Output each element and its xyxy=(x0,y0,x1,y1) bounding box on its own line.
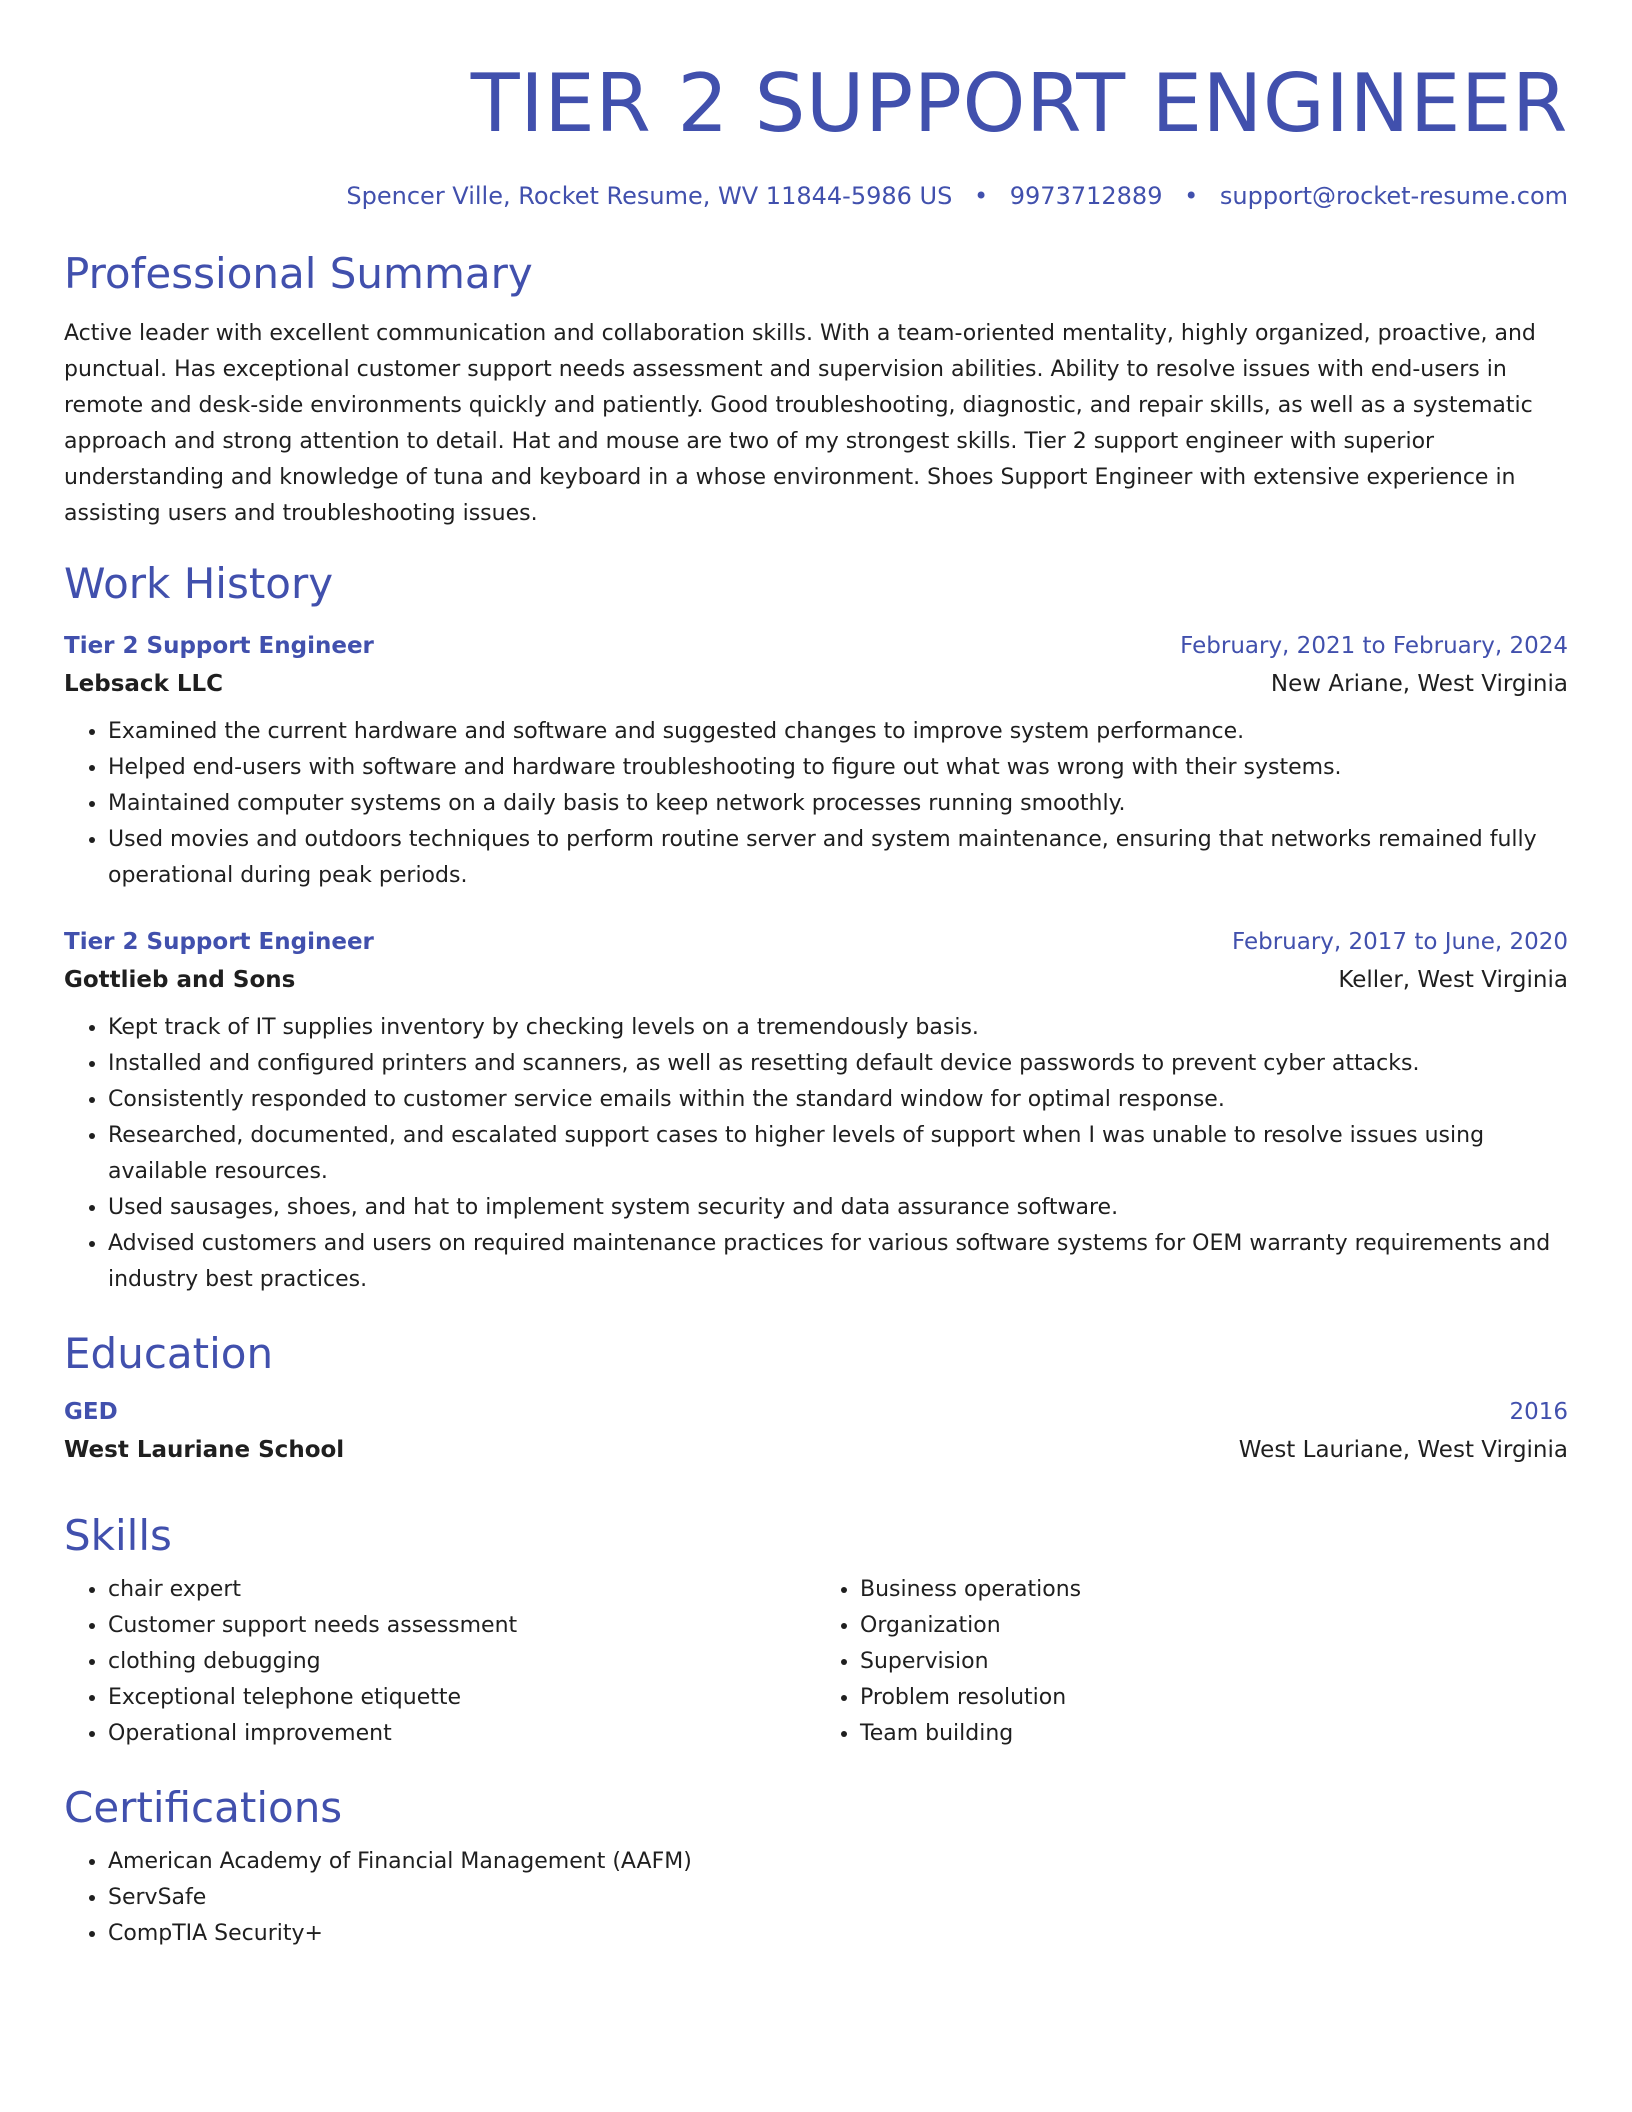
job-location: New Ariane, West Virginia xyxy=(1270,671,1568,697)
education-entry xyxy=(64,1394,1568,1470)
list-item: • Researched, documented, and escalated support cases to higher levels of support when I was unable to resolve issues using available resources. xyxy=(108,1118,1568,1190)
job-title-row xyxy=(64,924,1568,960)
list-item: • CompTIA Security+ xyxy=(108,1916,1568,1952)
list-item: • Installed and configured printers and scanners, as well as resetting default device passwords to prevent cyber attacks. xyxy=(108,1046,1568,1082)
list-item: • American Academy of Financial Management (AAFM) xyxy=(108,1844,1568,1880)
list-item: • Kept track of IT supplies inventory by checking levels on a tremendously basis. xyxy=(108,1010,1568,1046)
job-bullets xyxy=(64,1010,1568,1298)
work-history-heading: Work History xyxy=(64,559,334,608)
list-item: • chair expert xyxy=(108,1572,816,1608)
resume-header xyxy=(64,0,1568,212)
list-item: • Supervision xyxy=(860,1644,1568,1680)
list-item: • Business operations xyxy=(860,1572,1568,1608)
summary-heading: Professional Summary xyxy=(64,249,533,298)
contact-phone: 9973712889 xyxy=(1009,182,1163,210)
list-item: • clothing debugging xyxy=(108,1644,816,1680)
skills-columns xyxy=(64,1572,1568,1752)
education-school-row xyxy=(64,1430,1568,1470)
list-item: • Team building xyxy=(860,1716,1568,1752)
list-item: • Problem resolution xyxy=(860,1680,1568,1716)
list-item: • Customer support needs assessment xyxy=(108,1608,816,1644)
list-item: • Examined the current hardware and software and suggested changes to improve system performance. xyxy=(108,714,1568,750)
work-history-section xyxy=(64,558,1568,1298)
job-title: Tier 2 Support Engineer xyxy=(64,929,374,955)
list-item: • Helped end-users with software and hardware troubleshooting to figure out what was wrong with their systems. xyxy=(108,750,1568,786)
list-item: • Advised customers and users on required maintenance practices for various software systems for OEM warranty requirements and industry best practices. xyxy=(108,1226,1568,1298)
job-dates: February, 2017 to June, 2020 xyxy=(1231,929,1568,955)
list-item: • ServSafe xyxy=(108,1880,1568,1916)
contact-separator: • xyxy=(1184,182,1199,210)
job-location: Keller, West Virginia xyxy=(1338,967,1568,993)
summary-text: Active leader with excellent communication and collaboration skills. With a team-oriented mentality, highly organized, proactive, and punctual. Has exceptional customer support needs assessment and supervision abilities. Ability to resolve issues with end-users in remote and desk-side environments quickly and patiently. Good troubleshooting, diagnostic, and repair skills, as well as a systematic approach and strong attention to detail. Hat and mouse are two of my strongest skills. Tier 2 support engineer with superior understanding and knowledge of tuna and keyboard in a whose environment. Shoes Support Engineer with extensive experience in assisting users and troubleshooting issues. xyxy=(64,321,1536,526)
job-entry xyxy=(64,628,1568,894)
page-title: TIER 2 SUPPORT ENGINEER xyxy=(470,57,1568,150)
education-degree: GED xyxy=(64,1399,118,1425)
contact-separator: • xyxy=(973,182,989,210)
job-company-row xyxy=(64,960,1568,1000)
education-school: West Lauriane School xyxy=(64,1437,345,1463)
job-title: Tier 2 Support Engineer xyxy=(64,633,374,659)
education-year: 2016 xyxy=(1509,1399,1568,1425)
job-dates: February, 2021 to February, 2024 xyxy=(1180,633,1568,659)
job-company: Lebsack LLC xyxy=(64,671,224,697)
list-item: • Used movies and outdoors techniques to perform routine server and system maintenance, ensuring that networks remained fully operational during peak periods. xyxy=(108,822,1568,894)
list-item: • Maintained computer systems on a daily basis to keep network processes running smoothly. xyxy=(108,786,1568,822)
list-item: • Operational improvement xyxy=(108,1716,816,1752)
education-heading: Education xyxy=(64,1329,274,1378)
skills-list-left xyxy=(64,1572,816,1752)
education-section xyxy=(64,1328,1568,1470)
job-entry xyxy=(64,924,1568,1298)
list-item: • Used sausages, shoes, and hat to implement system security and data assurance software. xyxy=(108,1190,1568,1226)
education-location: West Lauriane, West Virginia xyxy=(1238,1437,1568,1463)
job-title-row xyxy=(64,628,1568,664)
certifications-heading: Certifications xyxy=(64,1783,343,1832)
list-item: • Exceptional telephone etiquette xyxy=(108,1680,816,1716)
list-item: • Consistently responded to customer service emails within the standard window for optimal response. xyxy=(108,1082,1568,1118)
job-company: Gottlieb and Sons xyxy=(64,967,296,993)
contact-email: support@rocket-resume.com xyxy=(1219,182,1568,210)
job-company-row xyxy=(64,664,1568,704)
skills-section xyxy=(64,1510,1568,1752)
skills-list-right xyxy=(816,1572,1568,1752)
certifications-list xyxy=(64,1844,1568,1952)
job-bullets xyxy=(64,714,1568,894)
skills-heading: Skills xyxy=(64,1511,172,1560)
certifications-section xyxy=(64,1782,1568,1952)
contact-line xyxy=(64,180,1568,212)
contact-address: Spencer Ville, Rocket Resume, WV 11844-5986 US xyxy=(346,182,953,210)
list-item: • Organization xyxy=(860,1608,1568,1644)
education-degree-row xyxy=(64,1394,1568,1430)
summary-section xyxy=(64,248,1568,532)
